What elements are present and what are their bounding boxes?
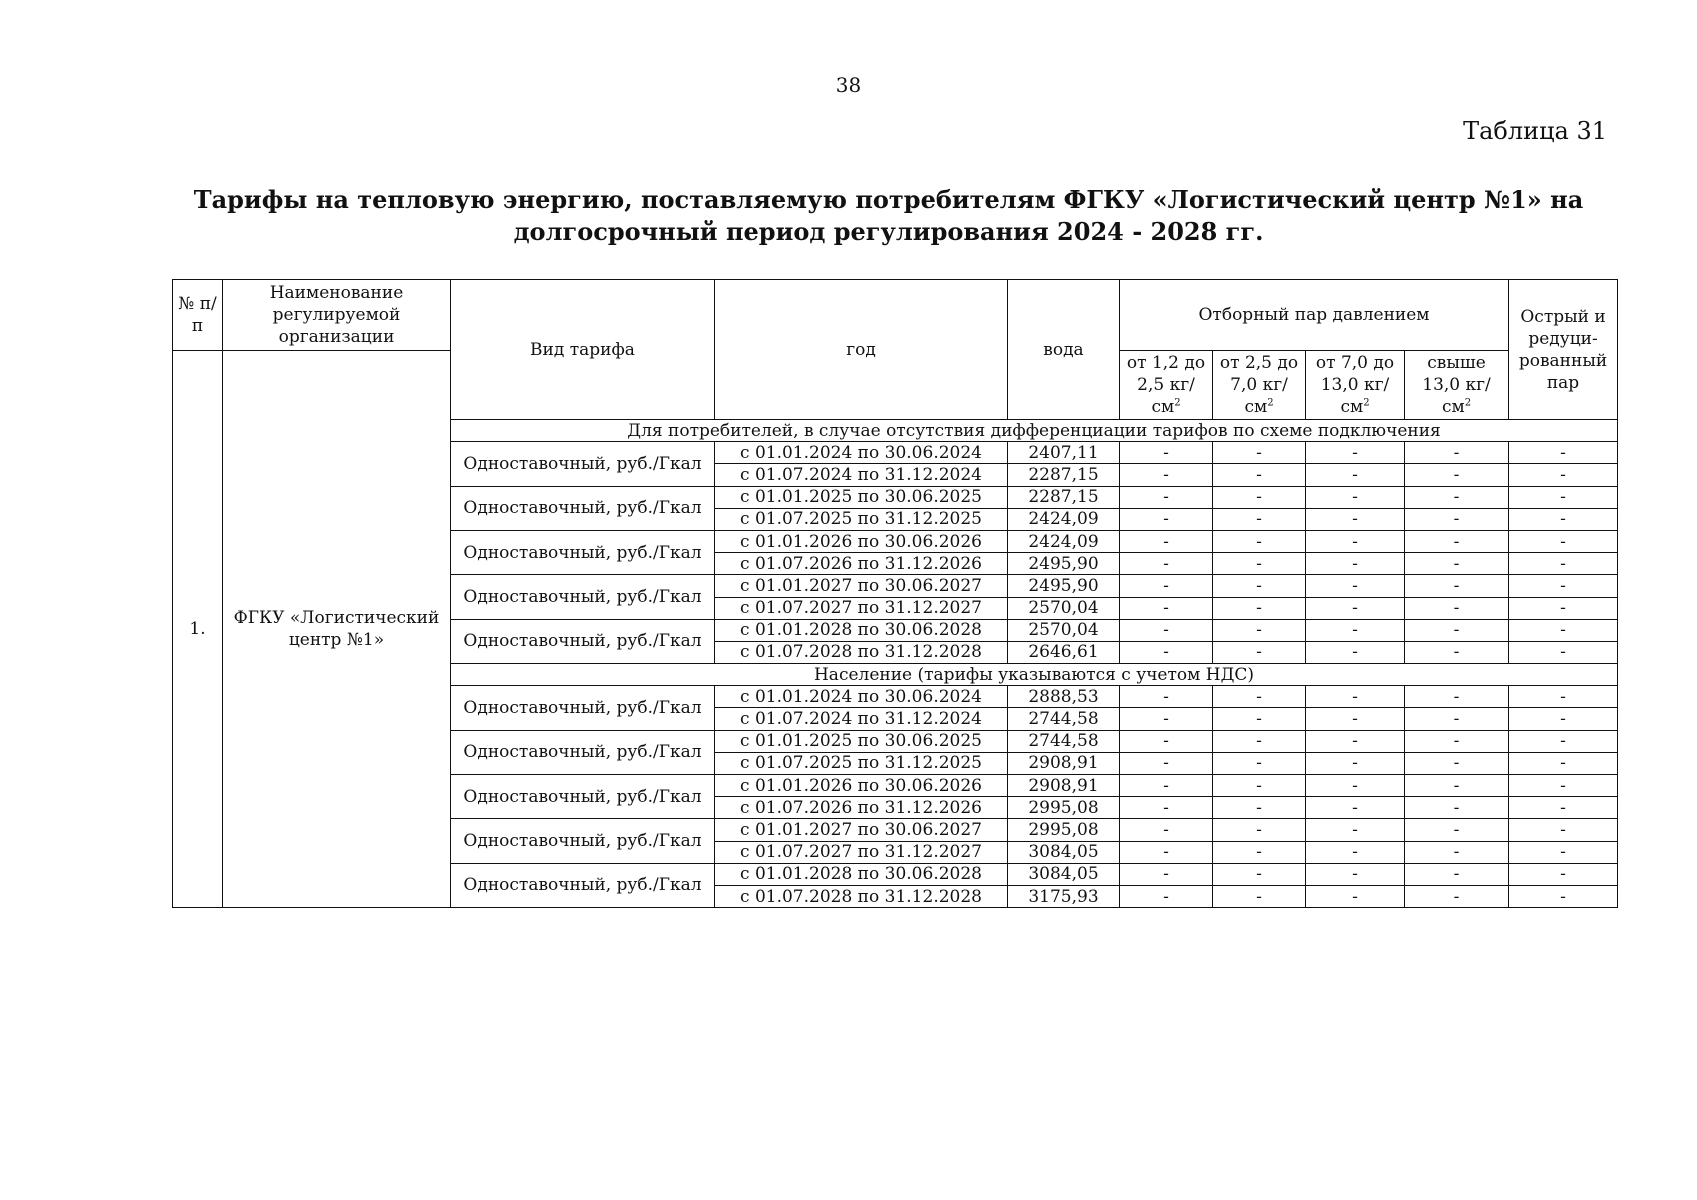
- period: с 01.01.2028 по 30.06.2028: [715, 863, 1008, 885]
- p2-value: -: [1213, 575, 1306, 597]
- p4-value: -: [1405, 508, 1509, 530]
- period: с 01.01.2027 по 30.06.2027: [715, 575, 1008, 597]
- period: с 01.07.2025 по 31.12.2025: [715, 508, 1008, 530]
- document-title: [170, 184, 1607, 248]
- p1-value: -: [1120, 686, 1213, 708]
- period: с 01.01.2024 по 30.06.2024: [715, 686, 1008, 708]
- unit-superscript: 2: [1174, 397, 1181, 409]
- sharp-value: -: [1509, 619, 1618, 641]
- p2-value: -: [1213, 686, 1306, 708]
- water-value: 3175,93: [1008, 885, 1120, 907]
- p4-value: -: [1405, 619, 1509, 641]
- p2-value: -: [1213, 442, 1306, 464]
- water-value: 3084,05: [1008, 863, 1120, 885]
- p3-value: -: [1306, 597, 1405, 619]
- period: с 01.07.2024 по 31.12.2024: [715, 708, 1008, 730]
- p2-value: -: [1213, 508, 1306, 530]
- water-value: 2744,58: [1008, 708, 1120, 730]
- row-number: 1.: [173, 351, 223, 908]
- period: с 01.07.2025 по 31.12.2025: [715, 752, 1008, 774]
- p3-value: -: [1306, 708, 1405, 730]
- water-value: 2424,09: [1008, 530, 1120, 552]
- p4-value: -: [1405, 752, 1509, 774]
- tariff-type: Одноставочный, руб./Гкал: [451, 619, 715, 663]
- p4-value: -: [1405, 442, 1509, 464]
- sharp-value: -: [1509, 641, 1618, 663]
- sharp-value: -: [1509, 775, 1618, 797]
- p2-value: -: [1213, 597, 1306, 619]
- p4-value: -: [1405, 686, 1509, 708]
- water-value: 2495,90: [1008, 575, 1120, 597]
- p1-value: -: [1120, 641, 1213, 663]
- sharp-value: -: [1509, 885, 1618, 907]
- p3-value: -: [1306, 486, 1405, 508]
- p4-value: -: [1405, 553, 1509, 575]
- p2-value: -: [1213, 619, 1306, 641]
- period: с 01.01.2024 по 30.06.2024: [715, 442, 1008, 464]
- p2-value: -: [1213, 464, 1306, 486]
- p1-value: -: [1120, 508, 1213, 530]
- tariff-type: Одноставочный, руб./Гкал: [451, 442, 715, 486]
- p4-value: -: [1405, 708, 1509, 730]
- header-num: № п/п: [173, 280, 223, 351]
- p4-value: -: [1405, 464, 1509, 486]
- p3-value: -: [1306, 841, 1405, 863]
- header-year: год: [715, 280, 1008, 420]
- header-row-1: [173, 280, 1618, 351]
- p1-value: -: [1120, 819, 1213, 841]
- table-label: Таблица 31: [1463, 117, 1607, 145]
- period: с 01.01.2028 по 30.06.2028: [715, 619, 1008, 641]
- unit-superscript: 2: [1267, 397, 1274, 409]
- header-tariff-type: Вид тарифа: [451, 280, 715, 420]
- p2-value: -: [1213, 553, 1306, 575]
- p3-value: -: [1306, 442, 1405, 464]
- water-value: 2744,58: [1008, 730, 1120, 752]
- p1-value: -: [1120, 553, 1213, 575]
- period: с 01.07.2028 по 31.12.2028: [715, 641, 1008, 663]
- tariff-table: [172, 279, 1618, 908]
- water-value: 2424,09: [1008, 508, 1120, 530]
- period: с 01.01.2026 по 30.06.2026: [715, 530, 1008, 552]
- tariff-type: Одноставочный, руб./Гкал: [451, 819, 715, 863]
- period: с 01.01.2027 по 30.06.2027: [715, 819, 1008, 841]
- tariff-type: Одноставочный, руб./Гкал: [451, 530, 715, 574]
- p2-value: -: [1213, 486, 1306, 508]
- water-value: 2888,53: [1008, 686, 1120, 708]
- p3-value: -: [1306, 530, 1405, 552]
- sharp-value: -: [1509, 575, 1618, 597]
- p2-value: -: [1213, 885, 1306, 907]
- header-water: вода: [1008, 280, 1120, 420]
- p1-value: -: [1120, 752, 1213, 774]
- p1-value: -: [1120, 530, 1213, 552]
- page-number: 38: [835, 73, 862, 97]
- unit-superscript: 2: [1363, 397, 1370, 409]
- header-steam-group: Отборный пар давлением: [1120, 280, 1509, 351]
- tariff-type: Одноставочный, руб./Гкал: [451, 863, 715, 907]
- p4-value: -: [1405, 775, 1509, 797]
- p4-value: -: [1405, 841, 1509, 863]
- p3-value: -: [1306, 641, 1405, 663]
- tariff-type: Одноставочный, руб./Гкал: [451, 575, 715, 619]
- p3-value: -: [1306, 686, 1405, 708]
- period: с 01.07.2027 по 31.12.2027: [715, 841, 1008, 863]
- p4-value: -: [1405, 819, 1509, 841]
- tariff-type: Одноставочный, руб./Гкал: [451, 775, 715, 819]
- header-org: Наименование регулируемой организации: [223, 280, 451, 351]
- sharp-value: -: [1509, 841, 1618, 863]
- sharp-value: -: [1509, 686, 1618, 708]
- water-value: 2570,04: [1008, 619, 1120, 641]
- p3-value: -: [1306, 797, 1405, 819]
- header-pressure-2: [1213, 351, 1306, 420]
- header-pressure-1: [1120, 351, 1213, 420]
- p2-value: -: [1213, 708, 1306, 730]
- sharp-value: -: [1509, 508, 1618, 530]
- p2-value: -: [1213, 730, 1306, 752]
- sharp-value: -: [1509, 708, 1618, 730]
- sharp-value: -: [1509, 553, 1618, 575]
- sharp-value: -: [1509, 863, 1618, 885]
- water-value: 2995,08: [1008, 797, 1120, 819]
- p1-value: -: [1120, 619, 1213, 641]
- p1-value: -: [1120, 464, 1213, 486]
- p1-value: -: [1120, 841, 1213, 863]
- period: с 01.07.2027 по 31.12.2027: [715, 597, 1008, 619]
- water-value: 2407,11: [1008, 442, 1120, 464]
- p1-value: -: [1120, 597, 1213, 619]
- p4-value: -: [1405, 530, 1509, 552]
- sharp-value: -: [1509, 752, 1618, 774]
- p1-value: -: [1120, 885, 1213, 907]
- water-value: 2646,61: [1008, 641, 1120, 663]
- p3-value: -: [1306, 775, 1405, 797]
- header-pressure-1-text: от 1,2 до 2,5 кг/см: [1126, 353, 1206, 417]
- water-value: 2287,15: [1008, 486, 1120, 508]
- sharp-value: -: [1509, 442, 1618, 464]
- water-value: 2995,08: [1008, 819, 1120, 841]
- section-title: Население (тарифы указываются с учетом НДС): [451, 664, 1618, 686]
- p3-value: -: [1306, 619, 1405, 641]
- p3-value: -: [1306, 553, 1405, 575]
- period: с 01.01.2025 по 30.06.2025: [715, 486, 1008, 508]
- p4-value: -: [1405, 597, 1509, 619]
- p1-value: -: [1120, 575, 1213, 597]
- p2-value: -: [1213, 530, 1306, 552]
- water-value: 3084,05: [1008, 841, 1120, 863]
- tariff-type: Одноставочный, руб./Гкал: [451, 686, 715, 730]
- p1-value: -: [1120, 708, 1213, 730]
- p2-value: -: [1213, 863, 1306, 885]
- p3-value: -: [1306, 730, 1405, 752]
- p2-value: -: [1213, 752, 1306, 774]
- p2-value: -: [1213, 641, 1306, 663]
- header-pressure-2-text: от 2,5 до 7,0 кг/см: [1219, 353, 1299, 417]
- period: с 01.07.2024 по 31.12.2024: [715, 464, 1008, 486]
- p4-value: -: [1405, 486, 1509, 508]
- p4-value: -: [1405, 797, 1509, 819]
- period: с 01.01.2026 по 30.06.2026: [715, 775, 1008, 797]
- p3-value: -: [1306, 575, 1405, 597]
- p4-value: -: [1405, 641, 1509, 663]
- p2-value: -: [1213, 797, 1306, 819]
- sharp-value: -: [1509, 730, 1618, 752]
- period: с 01.07.2026 по 31.12.2026: [715, 797, 1008, 819]
- header-sharp-steam: Острый и редуци- рованный пар: [1509, 280, 1618, 420]
- water-value: 2287,15: [1008, 464, 1120, 486]
- water-value: 2495,90: [1008, 553, 1120, 575]
- p4-value: -: [1405, 730, 1509, 752]
- header-pressure-3: [1306, 351, 1405, 420]
- sharp-value: -: [1509, 486, 1618, 508]
- p4-value: -: [1405, 885, 1509, 907]
- p1-value: -: [1120, 775, 1213, 797]
- water-value: 2908,91: [1008, 775, 1120, 797]
- p1-value: -: [1120, 863, 1213, 885]
- p1-value: -: [1120, 797, 1213, 819]
- p4-value: -: [1405, 575, 1509, 597]
- sharp-value: -: [1509, 464, 1618, 486]
- section-title: Для потребителей, в случае отсутствия дифференциации тарифов по схеме подключения: [451, 420, 1618, 442]
- water-value: 2908,91: [1008, 752, 1120, 774]
- header-pressure-4-text: свыше 13,0 кг/см: [1422, 353, 1491, 417]
- p2-value: -: [1213, 819, 1306, 841]
- period: с 01.01.2025 по 30.06.2025: [715, 730, 1008, 752]
- p3-value: -: [1306, 819, 1405, 841]
- p3-value: -: [1306, 885, 1405, 907]
- p1-value: -: [1120, 442, 1213, 464]
- water-value: 2570,04: [1008, 597, 1120, 619]
- p3-value: -: [1306, 508, 1405, 530]
- p1-value: -: [1120, 730, 1213, 752]
- p4-value: -: [1405, 863, 1509, 885]
- p2-value: -: [1213, 841, 1306, 863]
- tariff-type: Одноставочный, руб./Гкал: [451, 730, 715, 774]
- header-pressure-3-text: от 7,0 до 13,0 кг/см: [1315, 353, 1395, 417]
- period: с 01.07.2028 по 31.12.2028: [715, 885, 1008, 907]
- tariff-type: Одноставочный, руб./Гкал: [451, 486, 715, 530]
- header-pressure-4: [1405, 351, 1509, 420]
- sharp-value: -: [1509, 819, 1618, 841]
- title-line-1: Тарифы на тепловую энергию, поставляемую потребителям ФГКУ «Логистический центр №1» на: [193, 185, 1584, 214]
- p3-value: -: [1306, 863, 1405, 885]
- title-line-2: долгосрочный период регулирования 2024 - 2028 гг.: [513, 217, 1264, 246]
- p2-value: -: [1213, 775, 1306, 797]
- organization-name: ФГКУ «Логистический центр №1»: [223, 351, 451, 908]
- p3-value: -: [1306, 752, 1405, 774]
- sharp-value: -: [1509, 597, 1618, 619]
- period: с 01.07.2026 по 31.12.2026: [715, 553, 1008, 575]
- p1-value: -: [1120, 486, 1213, 508]
- p3-value: -: [1306, 464, 1405, 486]
- sharp-value: -: [1509, 530, 1618, 552]
- sharp-value: -: [1509, 797, 1618, 819]
- unit-superscript: 2: [1464, 397, 1472, 409]
